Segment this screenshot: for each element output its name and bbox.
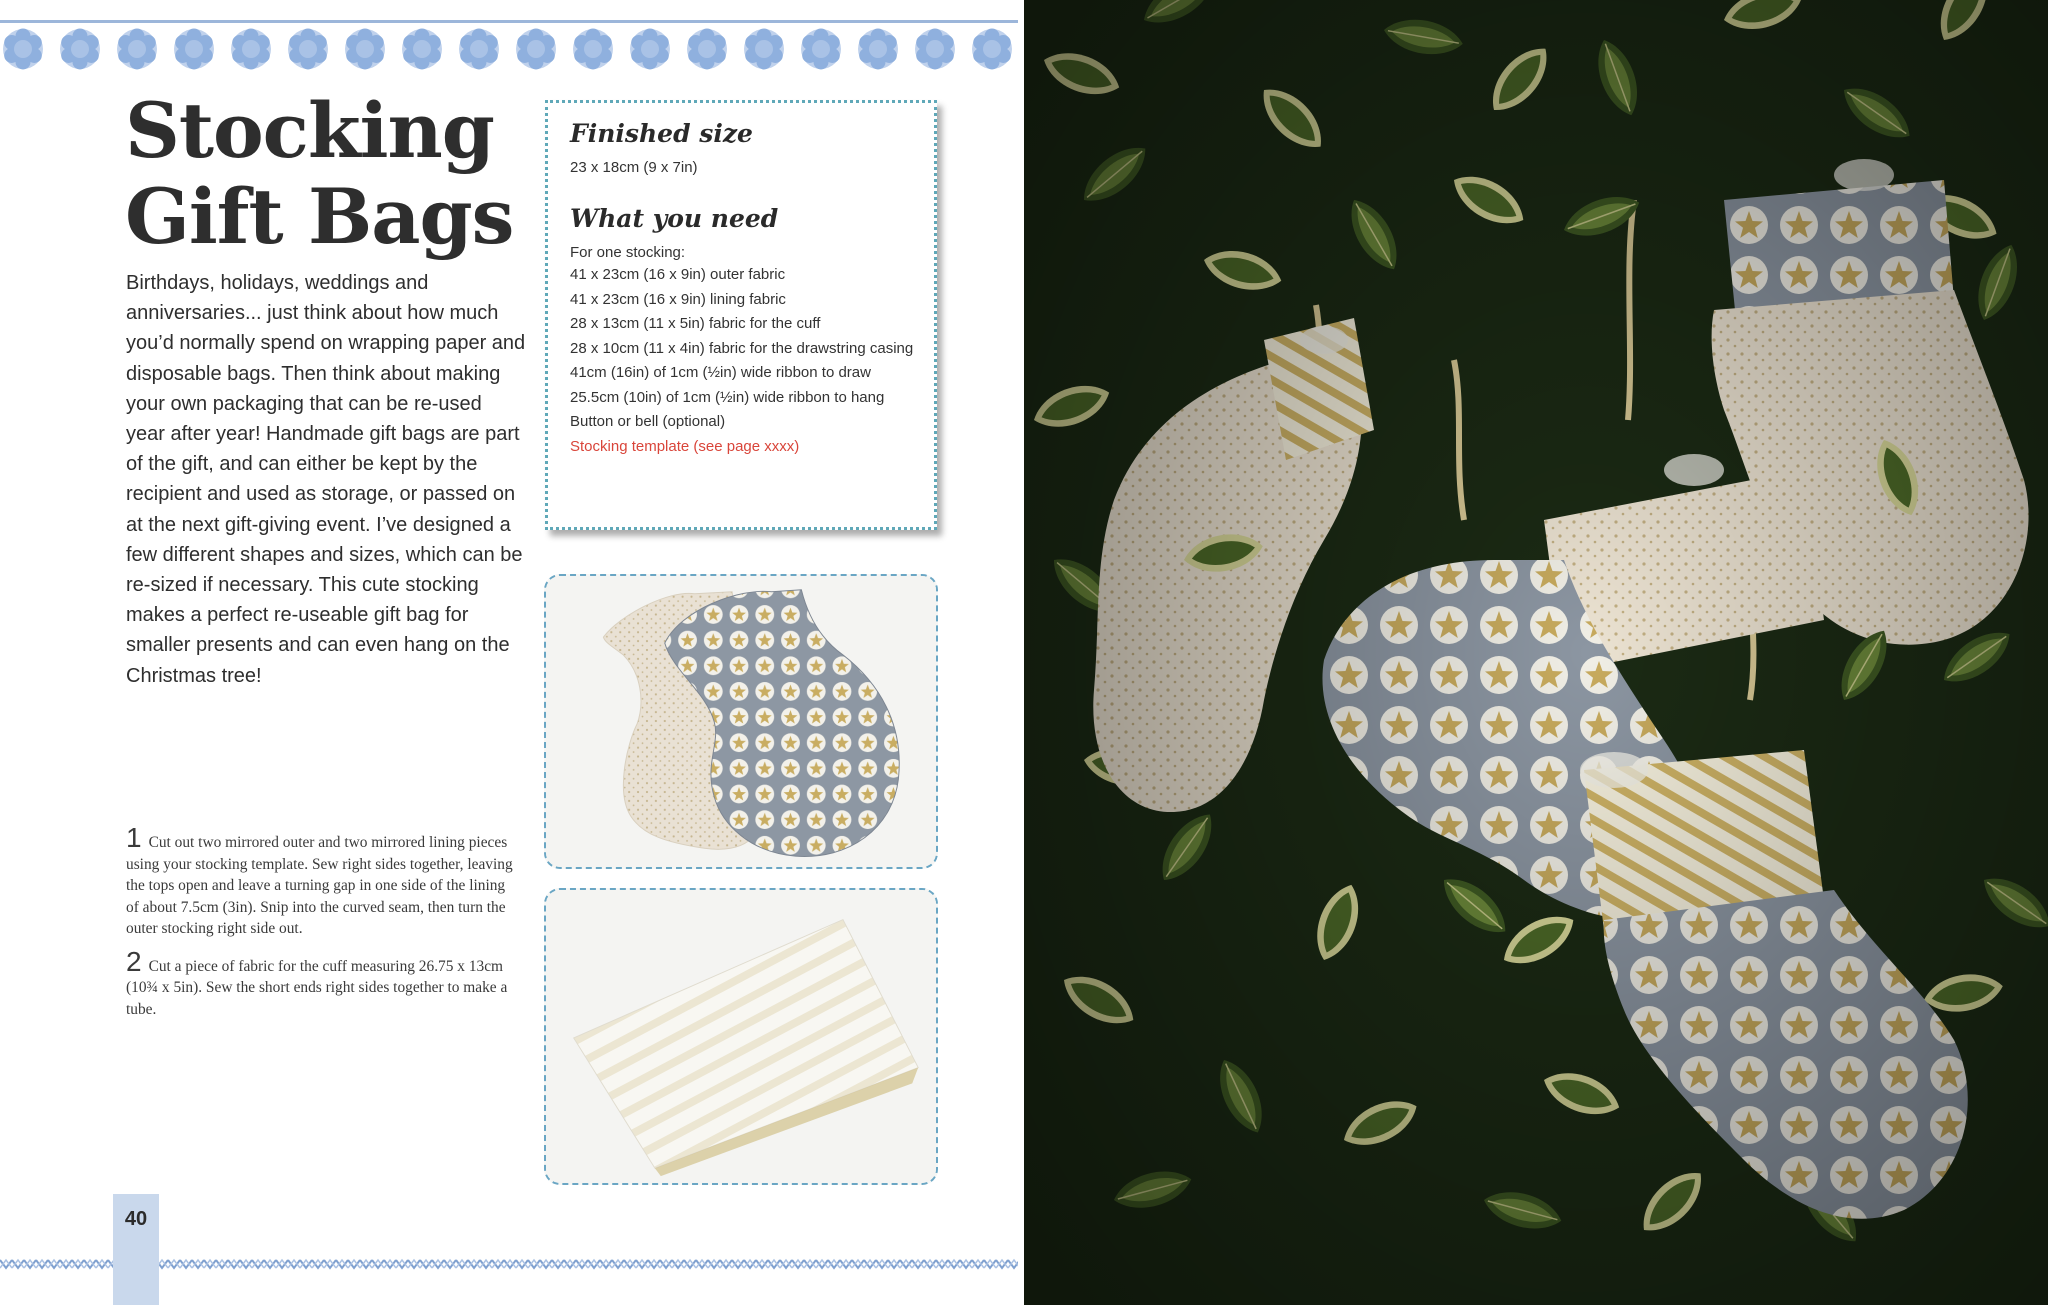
finished-size-value: 23 x 18cm (9 x 7in) [570, 159, 698, 176]
what-you-need-heading: What you need [570, 204, 779, 233]
step-text: Cut out two mirrored outer and two mirrored lining pieces using your stocking template. Sew right sides together, leaving the tops open and leave a turning gap in one side of the lining of about 7.5cm (3in). Snip into the curved seam, then turn the outer stocking right side out. [126, 834, 513, 937]
hero-photo-stockings-on-holly [1024, 0, 2048, 1305]
step-number: 1 [126, 822, 142, 853]
what-you-need-intro: For one stocking: [570, 244, 686, 261]
template-link[interactable]: Stocking template (see page xxxx) [570, 437, 800, 455]
supply-item: 28 x 10cm (11 x 4in) fabric for the drawstring casing [570, 339, 914, 357]
supply-item: 41 x 23cm (16 x 9in) lining fabric [570, 290, 786, 308]
supply-item: 41cm (16in) of 1cm (½in) wide ribbon to draw [570, 364, 871, 381]
flower-border [0, 26, 1018, 72]
steps-section [126, 822, 518, 1032]
step-photo-stocking-pieces [544, 574, 938, 869]
supplies-box [545, 100, 937, 530]
supply-item: 28 x 13cm (11 x 5in) fabric for the cuff [570, 315, 821, 332]
top-rule [0, 20, 1018, 23]
page-number: 40 [124, 1208, 148, 1230]
supply-item: 25.5cm (10in) of 1cm (½in) wide ribbon to hang [570, 388, 885, 406]
step-text: Cut a piece of fabric for the cuff measuring 26.75 x 13cm (10¾ x 5in). Sew the short ends right sides together to make a tube. [126, 957, 508, 1018]
supply-item: Button or bell (optional) [570, 413, 726, 430]
step-photo-cuff-tube [544, 888, 938, 1185]
step-number: 2 [126, 945, 142, 977]
title-line-1: Stocking [125, 86, 494, 175]
page-title [125, 88, 513, 260]
intro-paragraph: Birthdays, holidays, weddings and anniversaries... just think about how much you’d normally spend on wrapping paper and disposable bags. Then think about making your own packaging that can be re-used year after year! Handmade gift bags are part of the gift, and can either be kept by the recipient and used as storage, or passed on at the next gift-giving event. I’ve designed a few different shapes and sizes, which can be re-sized if necessary. This cute stocking makes a perfect re-useable gift bag for smaller presents and can even hang on the Christmas tree! [126, 272, 526, 687]
step-1 [126, 822, 518, 940]
finished-size-heading: Finished size [570, 119, 753, 148]
title-line-2: Gift Bags [125, 172, 514, 261]
page-number-tab [113, 1194, 159, 1305]
supplies-list [570, 266, 916, 455]
supply-item: 41 x 23cm (16 x 9in) outer fabric [570, 266, 786, 283]
step-2 [126, 945, 518, 1021]
